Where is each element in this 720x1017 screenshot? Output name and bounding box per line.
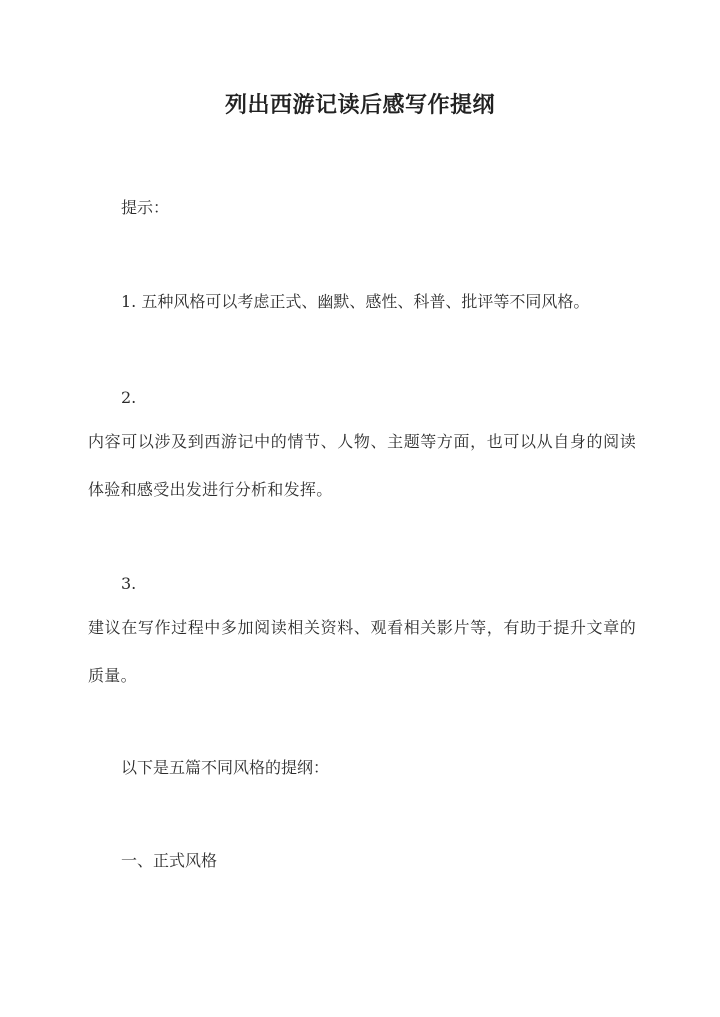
list-item-3-number: 3.: [121, 574, 137, 593]
list-item-1: 1. 五种风格可以考虑正式、幽默、感性、科普、批评等不同风格。: [121, 292, 590, 311]
document-title: 列出西游记读后感写作提纲: [224, 92, 495, 118]
hint-label: 提示：: [121, 198, 170, 217]
intro-paragraph: 以下是五篇不同风格的提纲：: [121, 758, 330, 777]
list-item-2-number: 2.: [121, 388, 137, 407]
section-heading: 一、正式风格: [121, 851, 218, 870]
list-item-3-text: 建议在写作过程中多加阅读相关资料、观看相关影片等，有助于提升文章的质量。: [88, 618, 636, 685]
list-item-2-text: 内容可以涉及到西游记中的情节、人物、主题等方面，也可以从自身的阅读体验和感受出发进行分析和发挥。: [88, 432, 636, 499]
